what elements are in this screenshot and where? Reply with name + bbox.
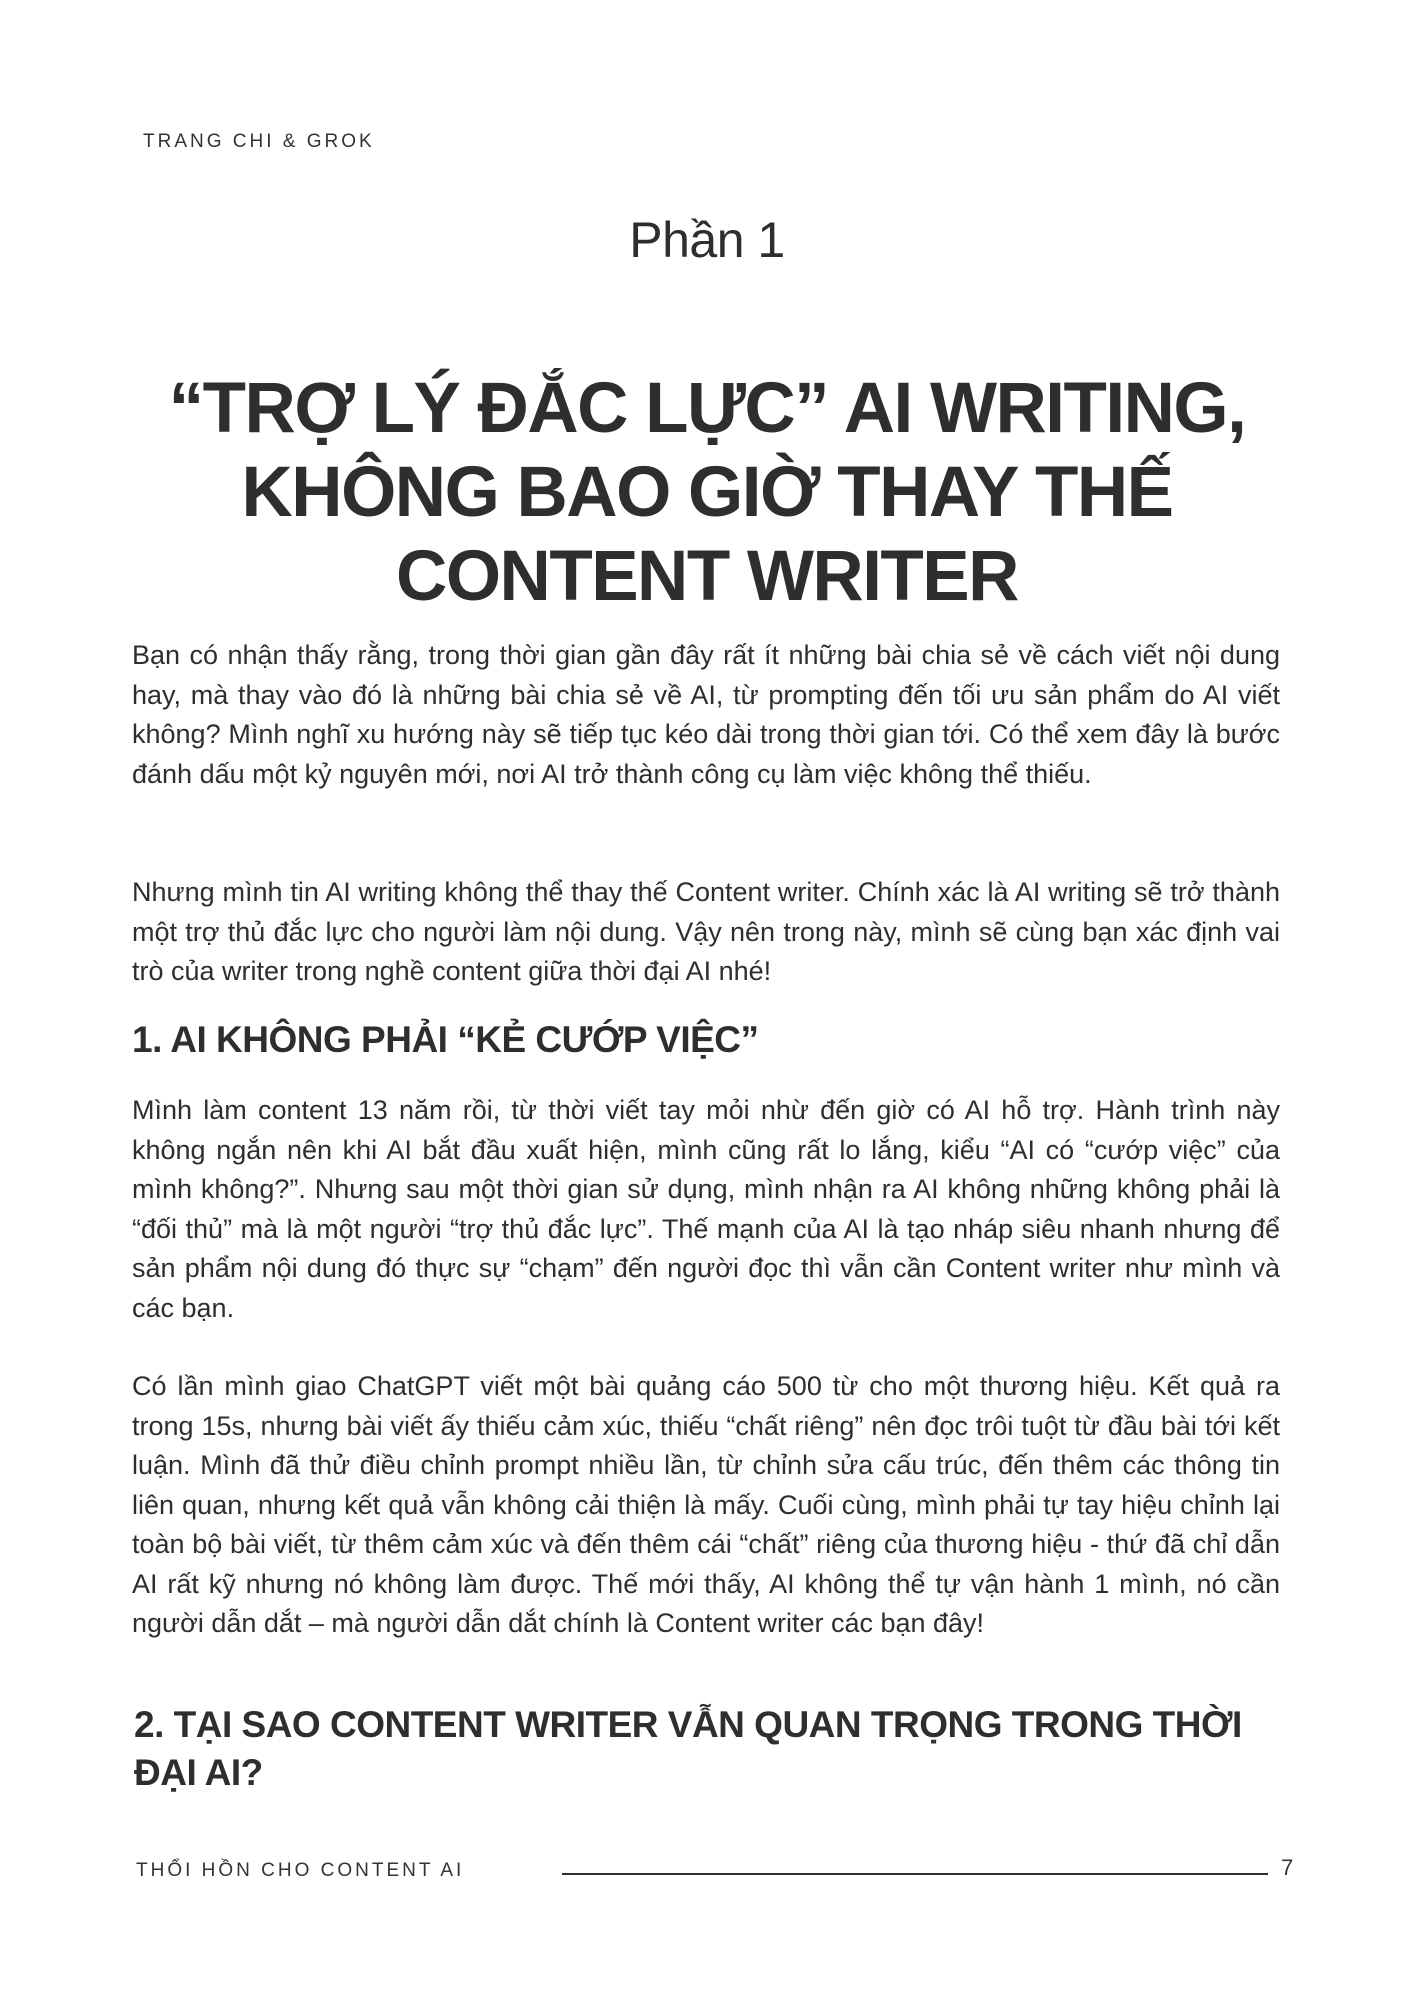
section-2-heading: 2. TẠI SAO CONTENT WRITER VẪN QUAN TRỌNG TRONG THỜI ĐẠI AI?: [134, 1704, 1242, 1793]
chapter-title: [120, 367, 1294, 619]
section-1-heading: 1. AI KHÔNG PHẢI “KẺ CƯỚP VIỆC”: [132, 1019, 759, 1060]
part-label: Phần 1: [629, 212, 785, 268]
intro-paragraph: Nhưng mình tin AI writing không thể thay thế Content writer. Chính xác là AI writing sẽ trở thành một trợ thủ đắc lực cho người làm nội dung. Vậy nên trong này, mình sẽ cùng bạn xác định vai trò của writer trong nghề content giữa thời đại AI nhé!: [132, 877, 1280, 986]
section-1-paragraph: Mình làm content 13 năm rồi, từ thời viết tay mỏi nhừ đến giờ có AI hỗ trợ. Hành trình này không ngắn nên khi AI bắt đầu xuất hiện, mình cũng rất lo lắng, kiểu “AI có “cướp việc” của mình không?”. Nhưng sau một thời gian sử dụng, mình nhận ra AI không những không phải là “đối thủ” mà là một người “trợ thủ đắc lực”. Thế mạnh của AI là tạo nháp siêu nhanh nhưng để sản phẩm nội dung đó thực sự “chạm” đến người đọc thì vẫn cần Content writer như mình và các bạn.: [132, 1095, 1280, 1323]
running-header: TRANG CHI & GROK: [143, 131, 375, 152]
page-number: 7: [1281, 1855, 1294, 1880]
running-footer: THỔI HỒN CHO CONTENT AI: [136, 1860, 465, 1881]
footer-divider: [562, 1873, 1268, 1875]
chapter-title-line: KHÔNG BAO GIỜ THAY THẾ: [241, 452, 1173, 532]
chapter-title-line: CONTENT WRITER: [396, 536, 1018, 616]
intro-paragraph: Bạn có nhận thấy rằng, trong thời gian gần đây rất ít những bài chia sẻ về cách viết nội dung hay, mà thay vào đó là những bài chia sẻ về AI, từ prompting đến tối ưu sản phẩm do AI viết không? Mình nghĩ xu hướng này sẽ tiếp tục kéo dài trong thời gian tới. Có thể xem đây là bước đánh dấu một kỷ nguyên mới, nơi AI trở thành công cụ làm việc không thể thiếu.: [132, 640, 1280, 789]
chapter-title-line: “TRỢ LÝ ĐẮC LỰC” AI WRITING,: [168, 368, 1246, 448]
section-1-paragraph: Có lần mình giao ChatGPT viết một bài quảng cáo 500 từ cho một thương hiệu. Kết quả ra trong 15s, nhưng bài viết ấy thiếu cảm xúc, thiếu “chất riêng” nên đọc trôi tuột từ đầu bài tới kết luận. Mình đã thử điều chỉnh prompt nhiều lần, từ chỉnh sửa cấu trúc, đến thêm các thông tin liên quan, nhưng kết quả vẫn không cải thiện là mấy. Cuối cùng, mình phải tự tay hiệu chỉnh lại toàn bộ bài viết, từ thêm cảm xúc và đến thêm cái “chất” riêng của thương hiệu - thứ đã chỉ dẫn AI rất kỹ nhưng nó không làm được. Thế mới thấy, AI không thể tự vận hành 1 mình, nó cần người dẫn dắt – mà người dẫn dắt chính là Content writer các bạn đây!: [132, 1371, 1280, 1638]
